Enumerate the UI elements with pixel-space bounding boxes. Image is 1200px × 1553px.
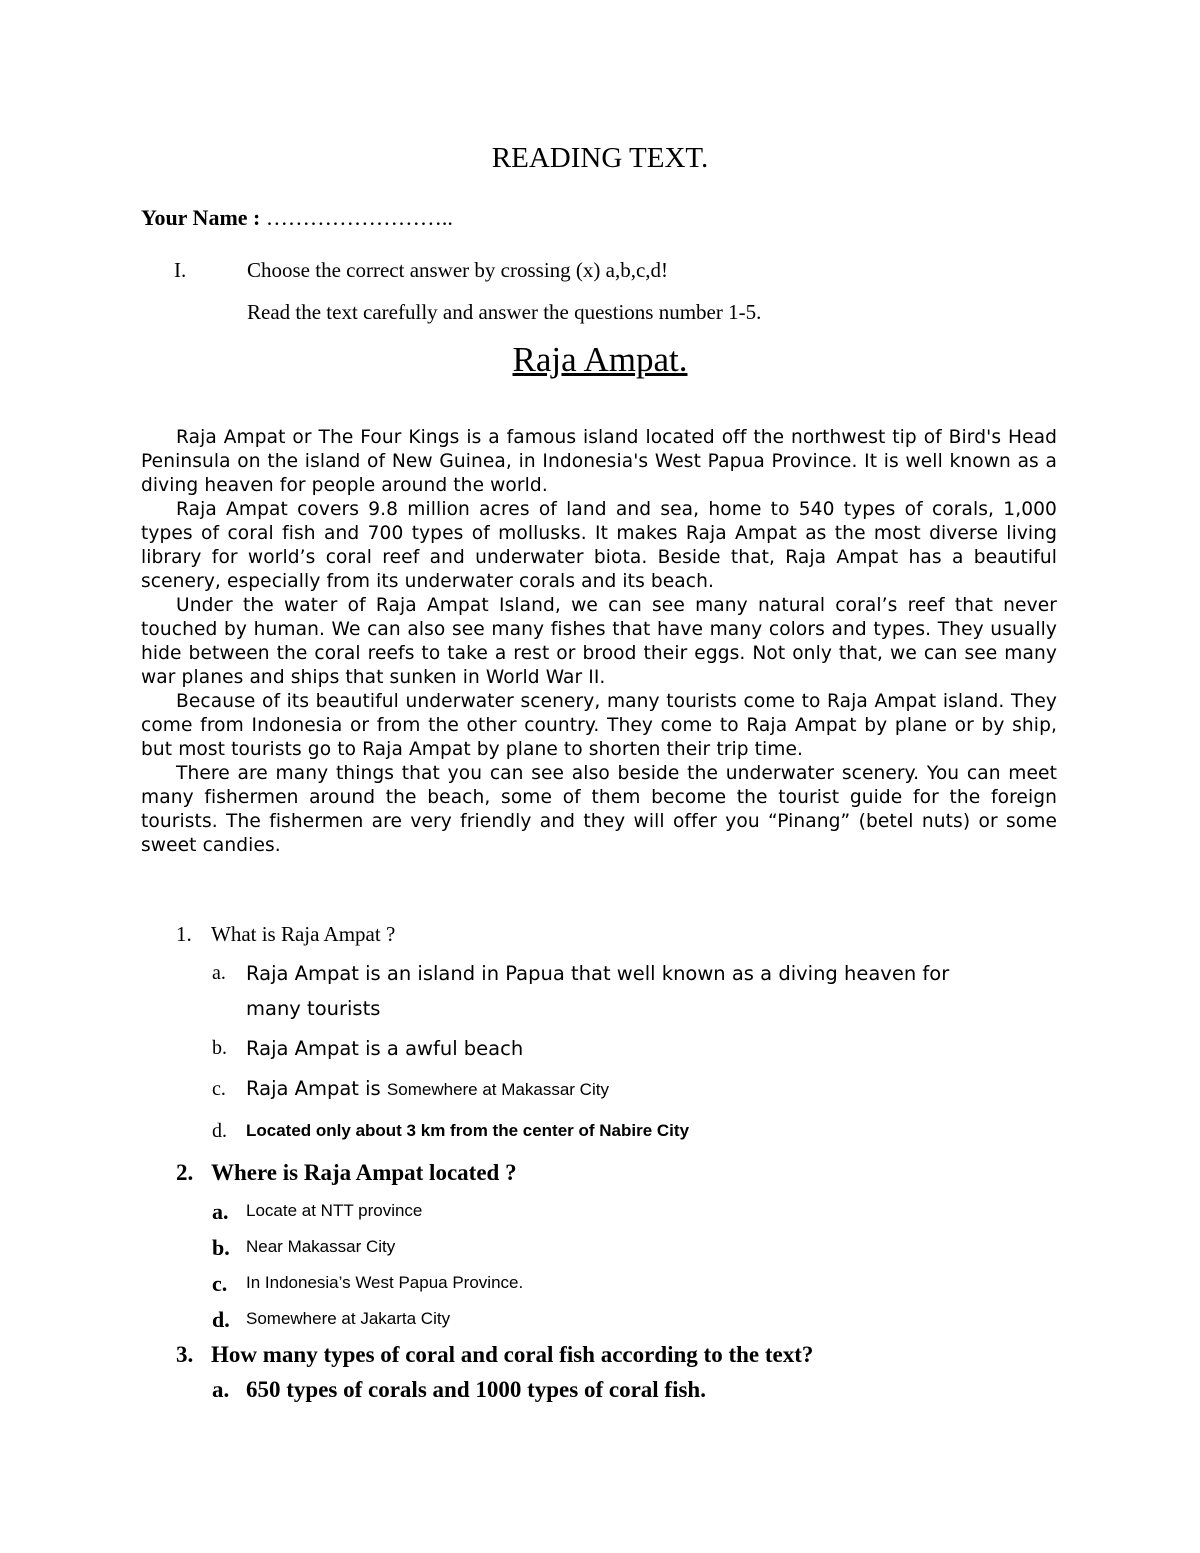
question-number: 3.: [176, 1342, 194, 1367]
question-text: What is Raja Ampat ?: [211, 922, 396, 946]
option-text: [246, 1077, 609, 1100]
option-letter: a.: [212, 1377, 230, 1402]
passage-paragraph: Raja Ampat or The Four Kings is a famous island located off the northwest tip of Bird's Head Peninsula on the island of New Guinea, in Indonesia's West Papua Province. It is well known as a diving heaven for people around the world.: [141, 427, 1057, 496]
option-letter: b.: [212, 1235, 230, 1260]
passage-paragraph: Under the water of Raja Ampat Island, we can see many natural coral’s reef that never touched by human. We can also see many fishes that have many colors and types. They usually hide between the coral reefs to take a rest or brood their eggs. Not only that, we can see many war planes and ships that sunken in World War II.: [141, 595, 1057, 688]
option-text: Locate at NTT province: [246, 1201, 423, 1220]
option-letter: c.: [212, 1078, 226, 1100]
option-letter: a.: [212, 962, 226, 984]
passage-paragraph: There are many things that you can see also beside the underwater scenery. You can meet many fishermen around the beach, some of them become the tourist guide for the foreign tourists. The fishermen are very friendly and they will offer you “Pinang” (betel nuts) or some sweet candies.: [141, 763, 1057, 856]
option-text-part: Raja Ampat is: [246, 1077, 387, 1100]
option-text: 650 types of corals and 1000 types of coral fish.: [246, 1377, 706, 1402]
page-title: READING TEXT.: [491, 142, 709, 174]
option-text: Somewhere at Jakarta City: [246, 1309, 451, 1328]
question-text: Where is Raja Ampat located ?: [211, 1160, 517, 1185]
option-text: Located only about 3 km from the center of Nabire City: [246, 1121, 690, 1140]
option-text: Near Makassar City: [246, 1237, 396, 1256]
option-text: Raja Ampat is an island in Papua that well known as a diving heaven for: [246, 962, 950, 985]
name-blank: ……………………..: [260, 205, 453, 230]
name-label: Your Name :: [141, 205, 261, 230]
option-letter: d.: [212, 1307, 230, 1332]
option-letter: d.: [212, 1120, 227, 1142]
option-letter: b.: [212, 1037, 227, 1059]
option-letter: a.: [212, 1199, 229, 1224]
option-text: In Indonesia’s West Papua Province.: [246, 1273, 524, 1292]
reading-passage: [141, 426, 1057, 858]
passage-paragraph: Because of its beautiful underwater scenery, many tourists come to Raja Ampat island. They come from Indonesia or from the other country. They come to Raja Ampat by plane or by ship, but most tourists go to Raja Ampat by plane to shorten their trip time.: [141, 691, 1057, 760]
option-text: Raja Ampat is a awful beach: [246, 1037, 524, 1060]
instruction-read: Read the text carefully and answer the questions number 1-5.: [247, 300, 762, 324]
passage-paragraph: Raja Ampat covers 9.8 million acres of land and sea, home to 540 types of corals, 1,000 types of coral fish and 700 types of mollusks. It makes Raja Ampat as the most diverse living library for world’s coral reef and underwater biota. Beside that, Raja Ampat has a beautiful scenery, especially from its underwater corals and its beach.: [141, 499, 1057, 592]
option-text-continued: many tourists: [246, 997, 381, 1020]
instruction-choose: Choose the correct answer by crossing (x) a,b,c,d!: [247, 258, 669, 282]
option-letter: c.: [212, 1271, 228, 1296]
name-line: [141, 205, 453, 231]
section-number: I.: [174, 258, 187, 282]
option-text-part: Somewhere at Makassar City: [386, 1080, 609, 1099]
question-text: How many types of coral and coral fish according to the text?: [211, 1342, 814, 1367]
question-number: 1.: [176, 922, 192, 946]
question-number: 2.: [176, 1160, 194, 1185]
passage-title: Raja Ampat.: [512, 340, 688, 379]
